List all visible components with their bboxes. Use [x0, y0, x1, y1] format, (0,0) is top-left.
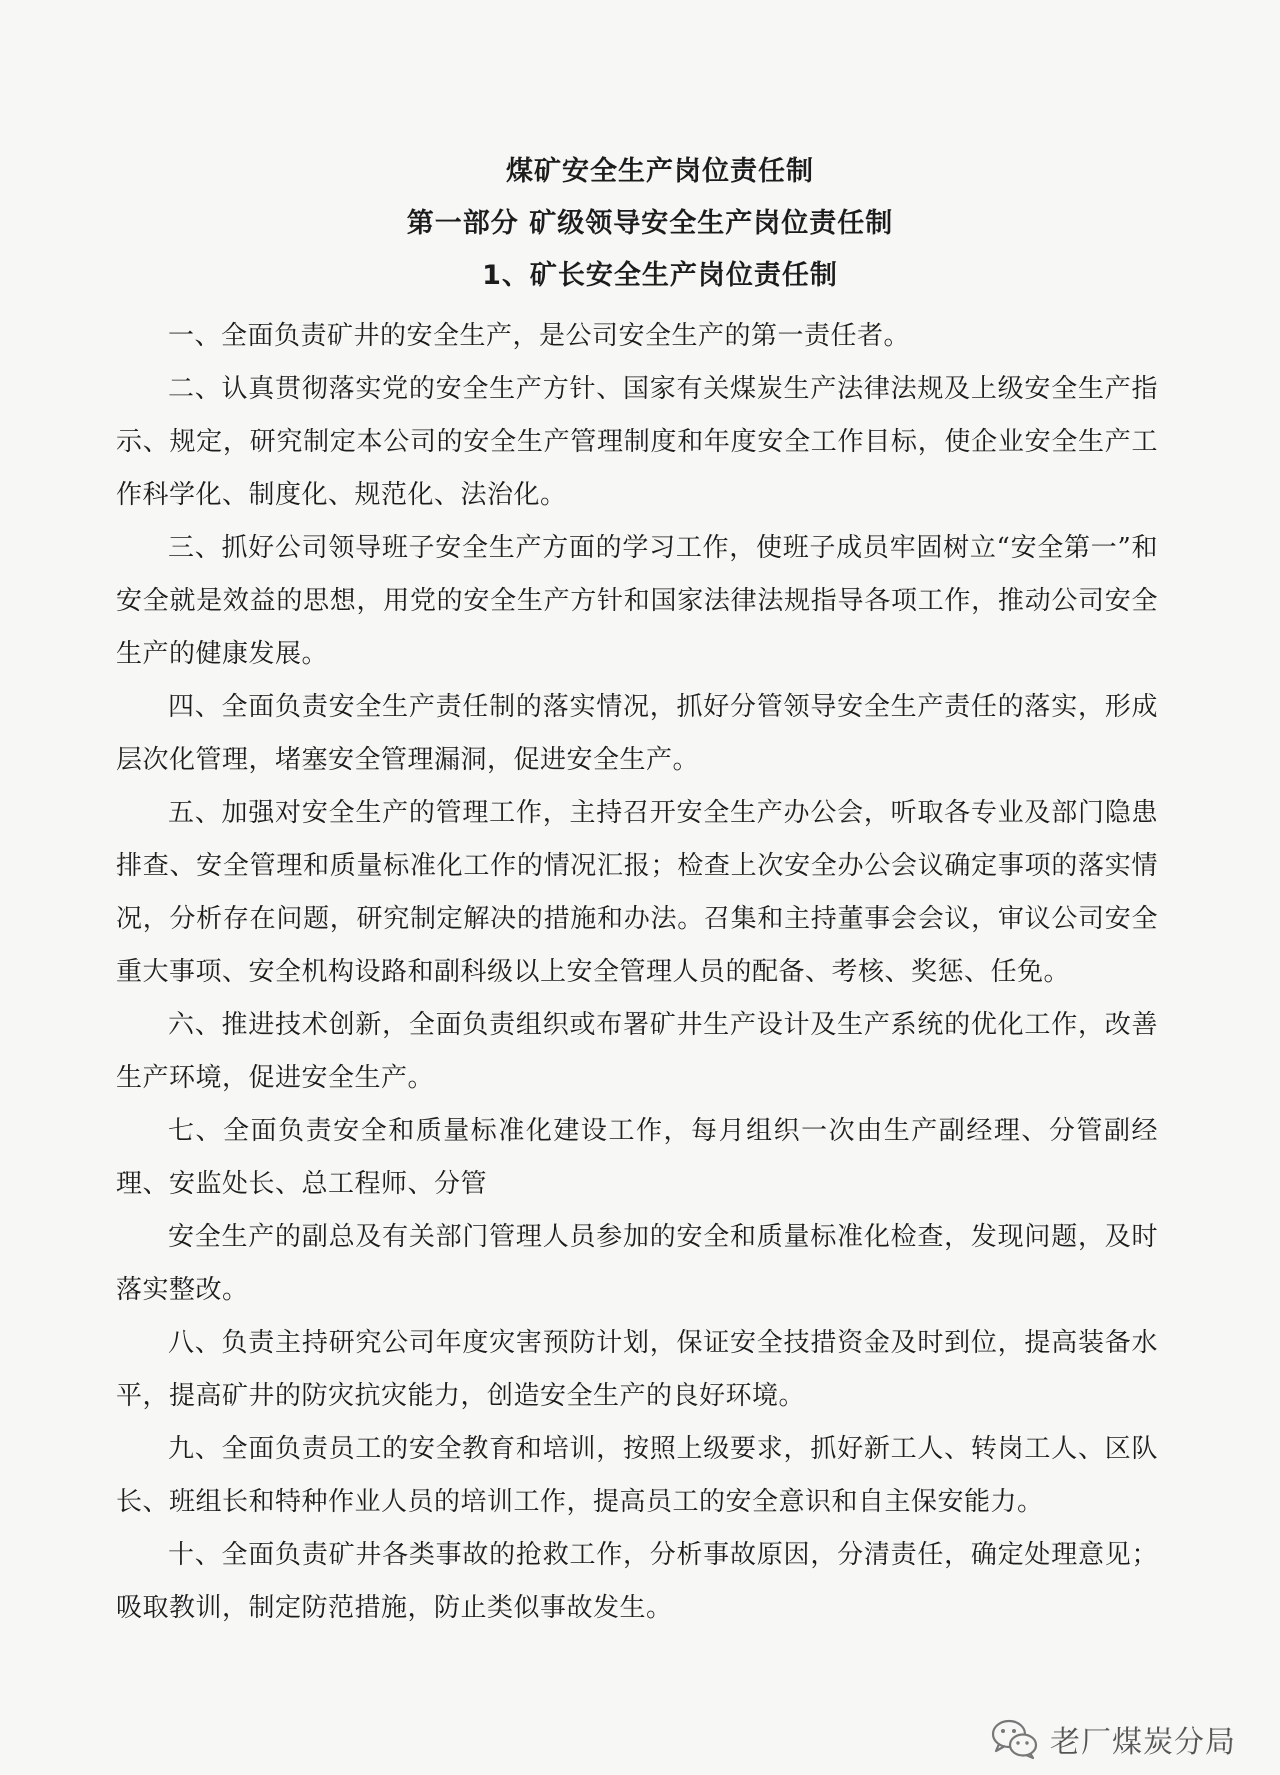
part-title: 第一部分 矿级领导安全生产岗位责任制	[406, 208, 894, 239]
paragraph: 六、推进技术创新，全面负责组织或布署矿井生产设计及生产系统的优化工作，改善生产环境，促进安全生产。	[116, 1010, 1158, 1093]
paragraph: 九、全面负责员工的安全教育和培训，按照上级要求，抓好新工人、转岗工人、区队长、班组长和特种作业人员的培训工作，提高员工的安全意识和自主保安能力。	[116, 1434, 1158, 1517]
paragraph: 安全生产的副总及有关部门管理人员参加的安全和质量标准化检查，发现问题，及时落实整改。	[116, 1222, 1158, 1305]
paragraph: 一、全面负责矿井的安全生产，是公司安全生产的第一责任者。	[168, 321, 911, 351]
section-title: 1、矿长安全生产岗位责任制	[482, 260, 838, 291]
document-title: 煤矿安全生产岗位责任制	[506, 156, 814, 187]
paragraph: 七、全面负责安全和质量标准化建设工作，每月组织一次由生产副经理、分管副经理、安监处长、总工程师、分管	[116, 1116, 1158, 1199]
paragraph: 四、全面负责安全生产责任制的落实情况，抓好分管领导安全生产责任的落实，形成层次化管理，堵塞安全管理漏洞，促进安全生产。	[116, 692, 1158, 775]
paragraph: 十、全面负责矿井各类事故的抢救工作，分析事故原因，分清责任，确定处理意见；吸取教训，制定防范措施，防止类似事故发生。	[116, 1540, 1158, 1623]
document-body	[116, 310, 1158, 1635]
watermark	[990, 1717, 1236, 1761]
paragraph: 五、加强对安全生产的管理工作，主持召开安全生产办公会，听取各专业及部门隐患排查、安全管理和质量标准化工作的情况汇报；检查上次安全办公会议确定事项的落实情况，分析存在问题，研究制定解决的措施和办法。召集和主持董事会会议，审议公司安全重大事项、安全机构设路和副科级以上安全管理人员的配备、考核、奖惩、任免。	[116, 798, 1158, 987]
watermark-text: 老厂煤炭分局	[1050, 1725, 1236, 1760]
paragraph: 三、抓好公司领导班子安全生产方面的学习工作，使班子成员牢固树立“安全第一”和安全就是效益的思想，用党的安全生产方针和国家法律法规指导各项工作，推动公司安全生产的健康发展。	[116, 533, 1158, 669]
paragraph: 二、认真贯彻落实党的安全生产方针、国家有关煤炭生产法律法规及上级安全生产指示、规定，研究制定本公司的安全生产管理制度和年度安全工作目标，使企业安全生产工作科学化、制度化、规范化、法治化。	[116, 374, 1158, 510]
paragraph: 八、负责主持研究公司年度灾害预防计划，保证安全技措资金及时到位，提高装备水平，提高矿井的防灾抗灾能力，创造安全生产的良好环境。	[116, 1328, 1158, 1411]
wechat-icon	[990, 1717, 1040, 1761]
title-block	[0, 146, 1280, 302]
